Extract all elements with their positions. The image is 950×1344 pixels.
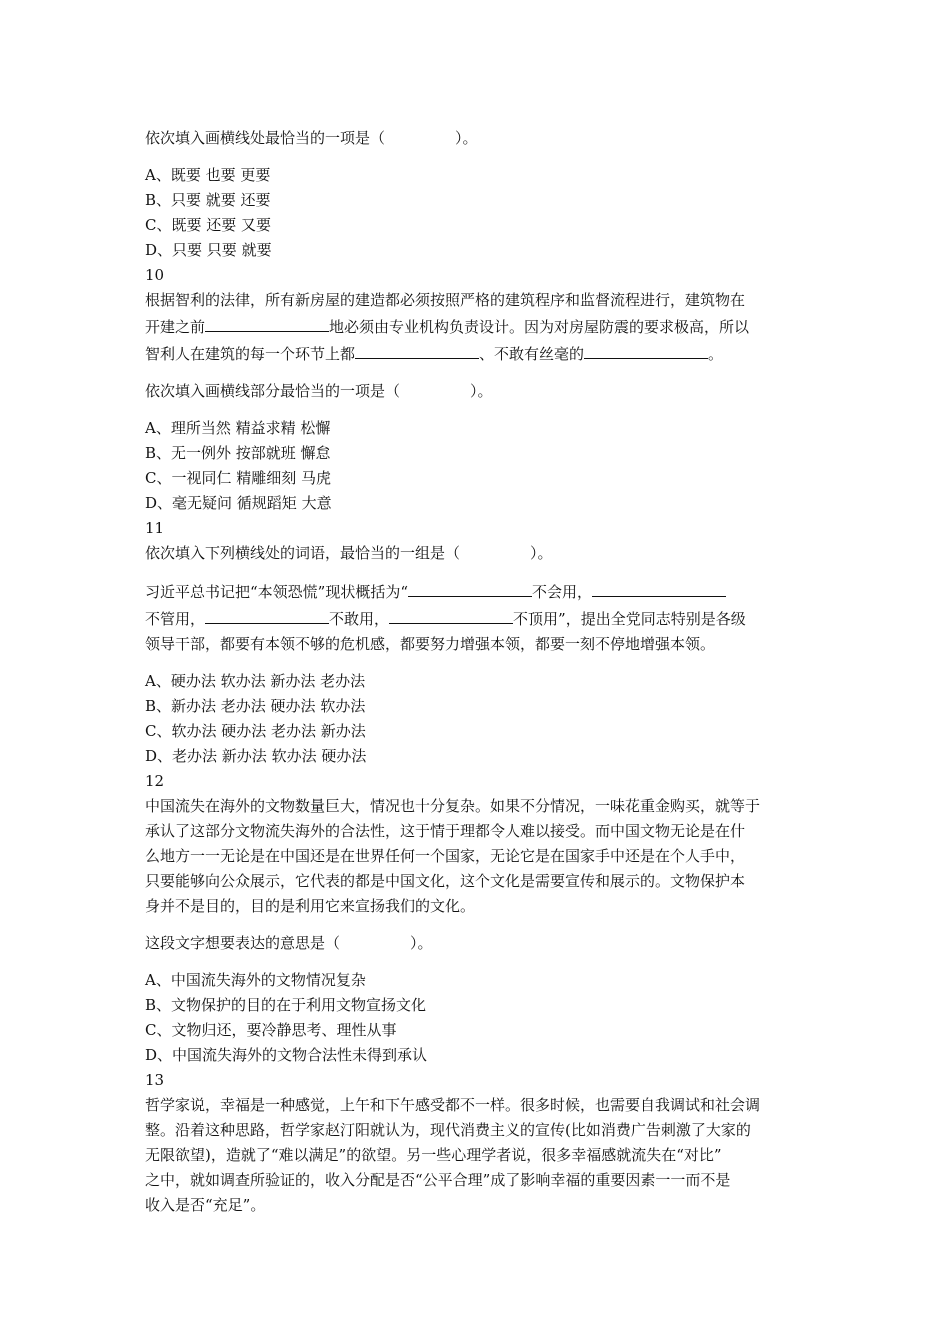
document-page bbox=[145, 126, 813, 1218]
q9-option-b: B、只要 就要 还要 bbox=[145, 191, 271, 209]
q12-option-a: A、中国流失海外的文物情况复杂 bbox=[145, 971, 366, 989]
q13-number: 13 bbox=[145, 1071, 165, 1089]
q12-passage-line: 中国流失在海外的文物数量巨大，情况也十分复杂。如果不分情况，一味花重金购买，就等于 bbox=[145, 797, 761, 815]
q11-number: 11 bbox=[145, 519, 165, 537]
q12-option-c: C、文物归还，要冷静思考、理性从事 bbox=[145, 1021, 397, 1039]
q9-prompt: 依次填入画横线处最恰当的一项是（ ）。 bbox=[145, 129, 478, 147]
q13-passage-line: 之中，就如调查所验证的，收入分配是否“公平合理”成了影响幸福的重要因素一一而不是 bbox=[145, 1171, 731, 1189]
answer-blank bbox=[584, 340, 708, 359]
q13-passage-line: 整。沿着这种思路，哲学家赵汀阳就认为，现代消费主义的宣传(比如消费广告刺激了大家的 bbox=[145, 1121, 751, 1139]
q10-option-a: A、理所当然 精益求精 松懈 bbox=[145, 419, 331, 437]
answer-blank bbox=[389, 605, 513, 624]
q12-number: 12 bbox=[145, 772, 165, 790]
q10-passage-line: 开建之前 地必须由专业机构负责设计。因为对房屋防震的要求极高，所以 bbox=[145, 313, 813, 340]
q11-option-c: C、软办法 硬办法 老办法 新办法 bbox=[145, 722, 366, 740]
q10-prompt: 依次填入画横线部分最恰当的一项是（ ）。 bbox=[145, 382, 493, 400]
q11-option-b: B、新办法 老办法 硬办法 软办法 bbox=[145, 697, 366, 715]
q10-passage-line: 根据智利的法律，所有新房屋的建造都必须按照严格的建筑程序和监督流程进行，建筑物在 bbox=[145, 291, 746, 309]
q10-option-c: C、一视同仁 精雕细刻 马虎 bbox=[145, 469, 332, 487]
answer-blank bbox=[355, 340, 479, 359]
q13-passage-line: 哲学家说，幸福是一种感觉，上午和下午感受都不一样。很多时候，也需要自我调试和社会调 bbox=[145, 1096, 761, 1114]
q12-option-d: D、中国流失海外的文物合法性未得到承认 bbox=[145, 1046, 428, 1064]
q9-option-a: A、既要 也要 更要 bbox=[145, 166, 271, 184]
q12-passage-line: 只要能够向公众展示，它代表的都是中国文化，这个文化是需要宣传和展示的。文物保护本 bbox=[145, 872, 746, 890]
q11-option-a: A、硬办法 软办法 新办法 老办法 bbox=[145, 672, 366, 690]
q13-passage-line: 收入是否“充足”。 bbox=[145, 1196, 266, 1214]
q11-prompt: 依次填入下列横线处的词语，最恰当的一组是（ ）。 bbox=[145, 544, 553, 562]
q10-number: 10 bbox=[145, 266, 165, 284]
answer-blank bbox=[592, 578, 726, 597]
q12-prompt: 这段文字想要表达的意思是（ ）。 bbox=[145, 934, 433, 952]
q13-passage-line: 无限欲望)，造就了“难以满足”的欲望。另一些心理学者说，很多幸福感就流失在“对比” bbox=[145, 1146, 722, 1164]
q9-option-c: C、既要 还要 又要 bbox=[145, 216, 272, 234]
q12-passage-line: 么地方一一无论是在中国还是在世界任何一个国家，无论它是在国家手中还是在个人手中， bbox=[145, 847, 746, 865]
q11-option-d: D、老办法 新办法 软办法 硬办法 bbox=[145, 747, 367, 765]
q11-passage-line: 不管用， 不敢用， 不顶用”，提出全党同志特别是各级 bbox=[145, 605, 813, 632]
q11-passage-line: 领导干部，都要有本领不够的危机感，都要努力增强本领，都要一刻不停地增强本领。 bbox=[145, 635, 716, 653]
q10-option-d: D、毫无疑问 循规蹈矩 大意 bbox=[145, 494, 332, 512]
answer-blank bbox=[205, 605, 329, 624]
q12-passage-line: 身并不是目的，目的是利用它来宣扬我们的文化。 bbox=[145, 897, 476, 915]
q12-option-b: B、文物保护的目的在于利用文物宣扬文化 bbox=[145, 996, 427, 1014]
q9-option-d: D、只要 只要 就要 bbox=[145, 241, 272, 259]
q10-option-b: B、无一例外 按部就班 懈怠 bbox=[145, 444, 331, 462]
q11-passage-line: 习近平总书记把“本领恐慌”现状概括为“ 不会用， bbox=[145, 578, 813, 605]
answer-blank bbox=[408, 578, 532, 597]
q10-passage-line: 智利人在建筑的每一个环节上都 、不敢有丝毫的 。 bbox=[145, 340, 813, 367]
answer-blank bbox=[205, 313, 329, 332]
q12-passage-line: 承认了这部分文物流失海外的合法性，这于情于理都令人难以接受。而中国文物无论是在什 bbox=[145, 822, 746, 840]
